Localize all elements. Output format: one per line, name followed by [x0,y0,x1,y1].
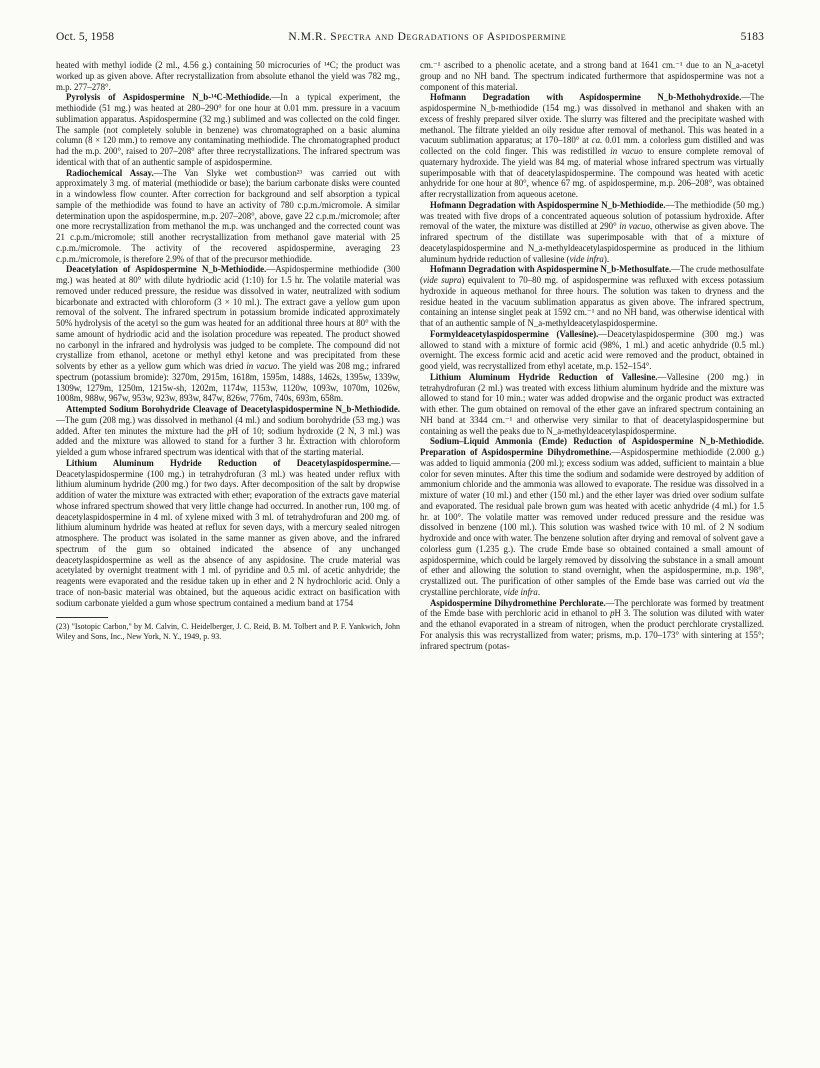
paragraph-text: —Deacetylaspidospermine (100 mg.) in tetrahydrofuran (3 ml.) was heated under reflux with lithium aluminum hydride (200 mg.) for two days. After decomposition of the salt by dropwise addition of water the mixture was extracted with ether; evaporation of the extracts gave material whose infrared spectrum showed that very little change had occurred. In another run, 100 mg. of deacetylaspidospermine in 4 ml. of xylene mixed with 3 ml. of tetrahydrofuran and 200 mg. of lithium aluminum hydride was heated at reflux for seven days, with a mercury sealed nitrogen atmosphere. The product was isolated in the same manner as given above, and the infrared spectrum of the gum so obtained indicated the absence of any unchanged deacetylaspidospermine as well as the absence of any aspidosine. The crude material was acetylated by overnight treatment with 1 ml. of pyridine and 0.5 ml. of acetic anhydride; the reagents were evaporated and the residue taken up in ether and 2 N hydrochloric acid. Only a trace of non-basic material was obtained, but the aqueous acidic extract on basification with sodium carbonate yielded a gum whose spectrum contained a medium band at 1754 [56,457,400,608]
left-column [56,60,400,641]
section-heading: Sodium–Liquid Ammonia (Emde) Reduction of Aspidospermine N_b-Methiodide. Preparation of Aspidospermine Dihydromethine. [420,436,764,457]
section-heading: Hofmann Degradation with Aspidospermine N_b-Methohydroxide. [430,92,742,103]
paragraph-pyrolysis [56,92,400,167]
italic-text: vide infra [503,586,538,597]
section-heading: Pyrolysis of Aspidospermine N_b-¹⁴C-Methiodide. [66,92,272,103]
italic-text: in vacuo [619,221,650,232]
paragraph-text: —The gum (208 mg.) was dissolved in methanol (4 ml.) and sodium borohydride (53 mg.) was added. After ten minutes the mixture had the [56,414,400,436]
section-heading: Attempted Sodium Borohydride Cleavage of Deacetylaspidospermine N_b-Methiodide. [66,404,400,414]
paragraph-text: —Aspidospermine methiodide (300 mg.) was heated at 80° with dilute hydriodic acid (1:10) for 1.5 hr. The volatile material was removed under reduced pressure, the residue was dissolved in water, neutralized with sodium bicarbonate and extracted with chloroform (3 × 10 ml.). The extract gave a yellow gum upon removal of the solvent. The infrared spectrum in potassium bromide indicated approximately 50% hydrolysis of the acetyl so the gum was heated for an additional three hours at 80° with the same amount of hydriodic acid and the isolation procedure was repeated. The product showed no carbonyl in the infrared and hydrolysis was judged to be complete. The compound did not crystallize from ethanol, acetone or methyl ethyl ketone and was precipitated from these solvents by ether as a yellow gum which was dried [56,264,400,371]
paragraph-text: —Vallesine (200 mg.) in tetrahydrofuran (2 ml.) was treated with excess lithium aluminum hydride and the mixture was allowed to stand for 10 min.; water was added dropwise and the organic product was extracted with ether. The gum obtained on removal of the ether gave an infrared spectrum containing an NH band at 3344 cm.⁻¹ and otherwise very similar to that of deacetylaspidospermine but containing as well the peaks due to N_a-methyldeacetylaspidospermine. [420,371,764,436]
paragraph-hofmann-methiodide [420,200,764,265]
section-heading: Aspidospermine Dihydromethine Perchlorate. [430,597,606,608]
paragraph-hofmann-methosulfate [420,264,764,329]
paragraph-text: . [537,586,541,597]
paragraph-text: —The perchlorate was formed by treatment of the Emde base with perchloric acid in ethanol to [420,597,764,619]
paragraph-text: —Deacetylaspidospermine (300 mg.) was allowed to stand with a mixture of formic acid (98%, 1 ml.) and acetic anhydride (0.5 ml.) overnight. The excess formic acid and acetic acid were removed and the product, obtained in good yield, was recrystallized from ethyl acetate, m.p. 152–154°. [420,328,765,371]
paragraph-text: H of 10; sodium hydroxide (2 N, 3 ml.) was added and the mixture was allowed to stand for a further 3 hr. Extraction with chloroform yielded a gum whose infrared spectrum was identical with that of the starting material. [56,425,400,457]
paragraph-text: . The yield was 208 mg.; infrared spectrum (potassium bromide): 3270m, 2915m, 1618m, 1595m, 1488s, 1462s, 1395w, 1339w, 1309w, 1279m, 1250m, 1215w-sh, 1202m, 1174w, 1153w, 1120w, 1093w, 1070m, 1026w, 1008m, 988w, 967w, 953w, 923w, 893w, 847w, 826w, 776m, 740s, 693m, 658m. [56,361,400,404]
italic-text: ca. [591,135,603,146]
paragraph-text: —The methiodide (50 mg.) was treated with five drops of a concentrated aqueous solution of potassium hydroxide. After removal of the water, the mixture was distilled at 290° [420,199,764,232]
running-header [56,31,764,43]
italic-text: in vacuo [610,146,643,156]
paragraph-text: the crystalline perchlorate, [420,576,764,597]
paragraph-text: —The aspidospermine N_b-methiodide (154 mg.) was dissolved in methanol and shaken with an excess of freshly prepared silver oxide. The slurry was filtered and the precipitate washed with methanol. The filtrate yielded an oily residue after removal of methanol. This was heated in a vacuum sublimation apparatus; at 170–180° at [420,92,764,146]
paragraph-text: to ensure complete removal of quaternary hydroxide. The yield was 84 mg. of material whose infrared spectrum was virtually superimposable with that of deacetylaspidospermine. The compound was heated with acetic anhydride for one hour at 80°, whence 67 mg. of aspidospermine, m.p. 206–208°, was obtained after recrystallization from aqueous acetone. [420,146,764,199]
section-heading: Radiochemical Assay. [66,167,154,178]
italic-text: vide infra [569,253,604,264]
italic-text: vide supra [422,275,462,285]
paragraph-lah-vallesine [420,372,764,437]
paragraph-text: 0.01 mm. a colorless gum distilled and was collected on the cold finger. This was redistilled [420,135,764,156]
header-date: Oct. 5, 1958 [56,31,115,43]
section-heading: Formyldeacetylaspidospermine (Vallesine). [430,328,599,339]
paragraph-text: ). [603,253,610,264]
paragraph-lah-reduction [56,458,400,609]
paragraph [56,60,400,92]
italic-text: in vacuo [246,361,278,371]
paragraph-text: —The crude methosulfate ( [420,264,764,285]
paragraph-text: heated with methyl iodide (2 ml., 4.56 g.) containing 50 microcuries of ¹⁴C; the product was worked up as given above. After recrystallization from absolute ethanol the yield was 782 mg., m.p. 277–278°. [56,60,400,92]
paragraph-perchlorate [420,598,764,652]
paragraph-deacetylation [56,264,400,404]
paragraph-borohydride-cleavage [56,404,400,458]
paragraph-vallesine [420,329,764,372]
section-heading: Deacetylation of Aspidospermine N_b-Methiodide. [66,264,267,275]
paragraph-emde-reduction [420,436,764,597]
paragraph-text: ) equivalent to 70–80 mg. of aspidospermine was refluxed with excess potassium hydroxide in aqueous methanol for three hours. The solution was taken to dryness and the residue heated in the vacuum sublimation apparatus as given above. The infrared spectrum, containing an intense singlet peak at 1592 cm.⁻¹ and no NH band, was otherwise identical with that of an authentic sample of N_a-methyldeacetylaspidospermine. [420,275,764,328]
paragraph-text: cm.⁻¹ ascribed to a phenolic acetate, and a strong band at 1641 cm.⁻¹ due to an N_a-acetyl group and no NH band. The spectrum indicated furthermore that aspidospermine was not a component of this material. [420,60,764,92]
header-title: N.M.R. Spectra and Degradations of Aspidospermine [288,31,567,43]
section-heading: Lithium Aluminum Hydride Reduction of Vallesine. [430,371,658,382]
header-page-number: 5183 [740,31,764,43]
paragraph-text: , otherwise as given above. The infrared spectrum of the distillate was superimposable with that of a mixture of deacetylaspidospermine and N_a-methyldeacetylaspidospermine as produced in the lithium aluminum hydride reduction of vallesine ( [420,221,764,264]
paragraph-text: H 3. The solution was diluted with water and the ethanol evaporated in a stream of nitrogen, when the product perchlorate crystallized. For analysis this was recrystallized from water; prisms, m.p. 170–173° with sintering at 155°; infrared spectrum (potas- [420,608,764,651]
paragraph-hofmann-methohydroxide [420,92,764,200]
paragraph-text: —The Van Slyke wet combustion²³ was carried out with approximately 3 mg. of material (methiodide or base); the barium carbonate disks were counted in a windowless flow counter. After correction for background and self absorption a typical sample of the methiodide was found to have an activity of 780 c.p.m./micromole. A similar determination upon the aspidospermine, m.p. 207–208°, above, gave 22 c.p.m./micromole; after one more recrystallization from methanol the m.p. was unchanged and the corrected count was 21 c.p.m./micromole; still another recrystallization from methanol gave material with 25 c.p.m./micromole. The activity of the recovered aspidospermine, averaging 23 c.p.m./micromole, is therefore 2.9% of that of the precursor methiodide. [56,167,400,264]
italic-text: via [738,576,750,586]
italic-text: p [610,608,615,619]
paragraph-text: —In a typical experiment, the methiodide (51 mg.) was heated at 280–290° for one hour at 0.01 mm. pressure in a vacuum sublimation apparatus. Aspidospermine (32 mg.) sublimed and was collected on the cold finger. The sample (not completely soluble in benzene) was chromatographed on a basic alumina column (8 × 120 mm.) to remove any contaminating methiodide. The chromatographed product had the m.p. 200°, raised to 207–208° after three recrystallizations. The infrared spectrum was identical with that of an authentic sample of aspidospermine. [56,92,400,167]
footnote-divider [56,617,108,618]
section-heading: Lithium Aluminum Hydride Reduction of Deacetylaspidospermine. [66,457,392,468]
paragraph [420,60,764,92]
italic-text: p [227,425,232,436]
right-column [420,60,764,651]
paragraph-text: —Aspidospermine methiodide (2.000 g.) was added to liquid ammonia (200 ml.); excess sodium was added, sufficient to maintain a blue color for seven minutes. After this time the sodium and sodamide were destroyed by addition of ammonium chloride and the ammonia was allowed to evaporate. The residue was dissolved in a mixture of water (10 ml.) and ether (150 ml.) and the ether layer was dried over sodium sulfate and evaporated. The residual pale brown gum was heated with acetic anhydride (4 ml.) for 1.5 hr. at 100°. The volatile matter was removed under reduced pressure and the residue was dissolved in benzene (100 ml.). This solution was washed twice with 10 ml. of 2 N sodium hydroxide and once with water. The benzene solution after drying and removal of solvent gave a colorless gum (1.235 g.). The crude Emde base so obtained contained a small amount of aspidospermine, which could be largely removed by dissolving the substance in a small amount of ether and allowing the solution to stand overnight, when the aspidospermine, m.p. 198°, crystallized out. The purification of other samples of the Emde base was carried out [420,447,764,586]
paragraph-radiochemical-assay [56,168,400,265]
section-heading: Hofmann Degradation with Aspidospermine N_b-Methiodide. [430,199,666,210]
section-heading: Hofmann Degradation with Aspidospermine N_b-Methosulfate. [430,264,672,275]
footnote: (23) "Isotopic Carbon," by M. Calvin, C. Heidelberger, J. C. Reid, B. M. Tolbert and P. F. Yankwich, John Wiley and Sons, Inc., New York, N. Y., 1949, p. 93. [56,622,400,641]
